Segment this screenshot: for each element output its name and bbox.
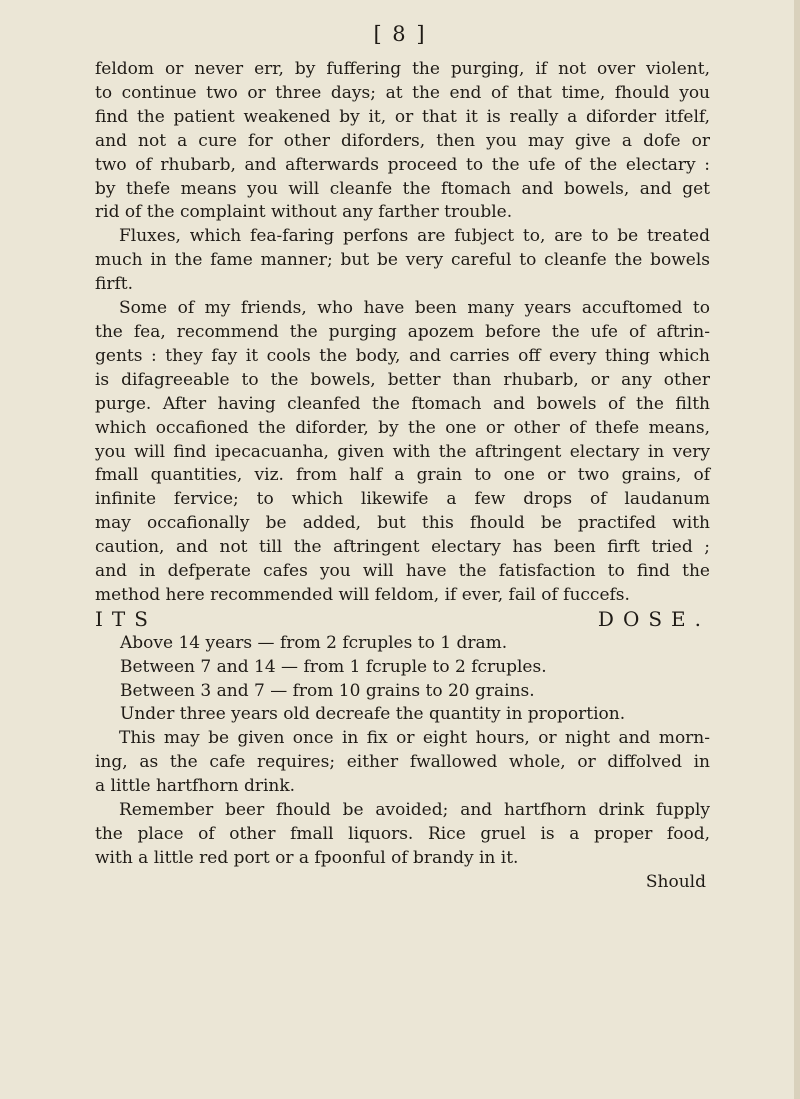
text-line: is difagreeable to the bowels, better than rhubarb, or any other xyxy=(95,369,710,390)
text-line: rid of the complaint without any farther trouble. xyxy=(95,202,513,223)
dose-line: Between 3 and 7 — from 10 grains to 20 grains. xyxy=(120,680,535,701)
text-line: caution, and not till the aftringent electary has been firft tried ; xyxy=(95,537,710,558)
text-line: much in the fame manner; but be very careful to cleanfe the bowels xyxy=(95,250,710,271)
text-line: and in defperate cafes you will have the fatisfaction to find the xyxy=(95,561,710,582)
text-line: a little hartfhorn drink. xyxy=(95,776,296,797)
text-line: gents : they fay it cools the body, and carries off every thing which xyxy=(95,345,710,366)
body-text xyxy=(95,58,710,895)
text-line: purge. After having cleanfed the ftomach and bowels of the filth xyxy=(95,393,710,414)
dose-line: Above 14 years — from 2 fcruples to 1 dram. xyxy=(120,632,508,653)
text-line: Fluxes, which fea-faring perfons are fubject to, are to be treated xyxy=(119,226,710,247)
text-line: firft. xyxy=(95,274,133,295)
text-line: This may be given once in fix or eight hours, or night and morn- xyxy=(119,728,710,749)
text-line: Some of my friends, who have been many years accuftomed to xyxy=(119,298,710,319)
text-line: find the patient weakened by it, or that it is really a diforder itfelf, xyxy=(95,106,710,127)
text-line: two of rhubarb, and afterwards proceed to the ufe of the electary : xyxy=(95,154,710,175)
text-line: and not a cure for other diforders, then you may give a dofe or xyxy=(95,130,710,151)
text-line: method here recommended will feldom, if ever, fail of fuccefs. xyxy=(95,584,630,605)
text-line: may occafionally be added, but this fhould be practifed with xyxy=(95,513,710,534)
text-line: with a little red port or a fpoonful of brandy in it. xyxy=(95,847,519,868)
text-line: ing, as the cafe requires; either fwallowed whole, or diffolved in xyxy=(95,752,710,773)
section-heading: ITS DOSE. xyxy=(95,606,710,631)
dose-line: Under three years old decreafe the quantity in proportion. xyxy=(120,704,626,725)
text-line: the fea, recommend the purging apozem before the ufe of aftrin- xyxy=(95,321,710,342)
text-line: the place of other fmall liquors. Rice gruel is a proper food, xyxy=(95,824,710,844)
text-line: which occafioned the diforder, by the one or other of thefe means, xyxy=(95,417,710,438)
text-line: infinite fervice; to which likewife a few drops of laudanum xyxy=(95,489,710,510)
catchword: Should xyxy=(645,871,706,892)
text-line: by thefe means you will cleanfe the ftomach and bowels, and get xyxy=(95,178,710,199)
text-line: fmall quantities, viz. from half a grain to one or two grains, of xyxy=(95,465,710,486)
dose-line: Between 7 and 14 — from 1 fcruple to 2 fcruples. xyxy=(120,656,547,677)
page-number: [ 8 ] xyxy=(373,22,427,46)
text-line: Remember beer fhould be avoided; and hartfhorn drink fupply xyxy=(119,800,710,821)
text-line: to continue two or three days; at the end of that time, fhould you xyxy=(95,82,710,103)
text-line: you will find ipecacuanha, given with the aftringent electary in very xyxy=(95,441,710,462)
text-line: feldom or never err, by fuffering the purging, if not over violent, xyxy=(95,59,710,79)
